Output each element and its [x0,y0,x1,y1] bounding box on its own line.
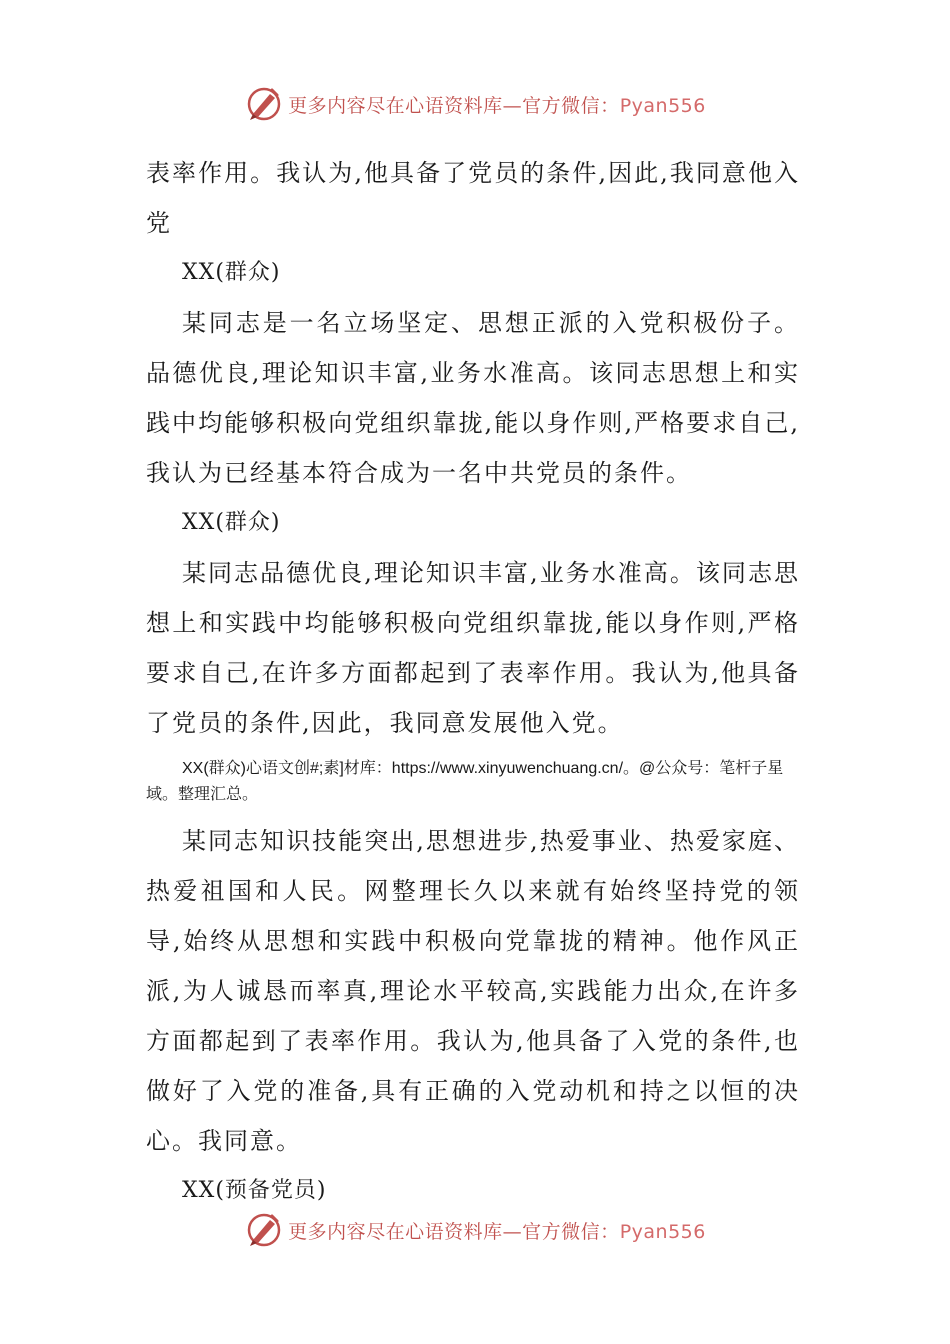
paragraph-3: 某同志品德优良,理论知识丰富,业务水准高。该同志思想上和实践中均能够积极向党组织靠拢,能以身作则,严格要求自己,在许多方面都起到了表率作用。我认为,他具备了党员的条件,因此，我同意发展他入党。 [146,559,800,737]
banner-wechat-label: 官方微信： [522,1220,620,1243]
banner-wechat-label: 官方微信： [522,94,620,117]
document-body [146,148,800,1216]
pen-logo-icon [244,84,284,124]
banner-wechat-id: Pyan556 [619,94,706,117]
banner-separator: — [502,94,523,117]
paragraph-2: 某同志是一名立场坚定、思想正派的入党积极份子。品德优良,理论知识丰富,业务水准高。该同志思想上和实践中均能够积极向党组织靠拢,能以身作则,严格要求自己,我认为已经基本符合成为一名中共党员的条件。 [146,309,800,487]
banner-text [288,1217,706,1244]
paragraph-4: 某同志知识技能突出,思想进步,热爱事业、热爱家庭、热爱祖国和人民。网整理长久以来就有始终坚持党的领导,始终从思想和实践中积极向党靠拢的精神。他作风正派,为人诚恳而率真,理论水平较高,实践能力出众,在许多方面都起到了表率作用。我认为,他具备了入党的条件,也做好了入党的准备,具有正确的入党动机和持之以恒的决心。我同意。 [146,827,800,1155]
banner-wechat-id: Pyan556 [619,1220,706,1243]
banner-separator: — [502,1220,523,1243]
banner-title: 更多内容尽在心语资料库 [288,94,503,117]
source-note: XX(群众)心语文创#;素]材库：https://www.xinyuwenchuang.cn/。@公众号：笔杆子星域。整理汇总。 [146,760,784,803]
paragraph-1: 表率作用。我认为,他具备了党员的条件,因此,我同意他入党 [146,159,800,237]
banner-text [288,91,706,118]
header-banner [0,82,950,126]
signature-2: XX(群众) [182,510,281,535]
footer-banner [0,1208,950,1252]
signature-1: XX(群众) [182,260,281,285]
banner-title: 更多内容尽在心语资料库 [288,1220,503,1243]
pen-logo-icon [244,1210,284,1250]
signature-3: XX(预备党员) [182,1178,327,1203]
